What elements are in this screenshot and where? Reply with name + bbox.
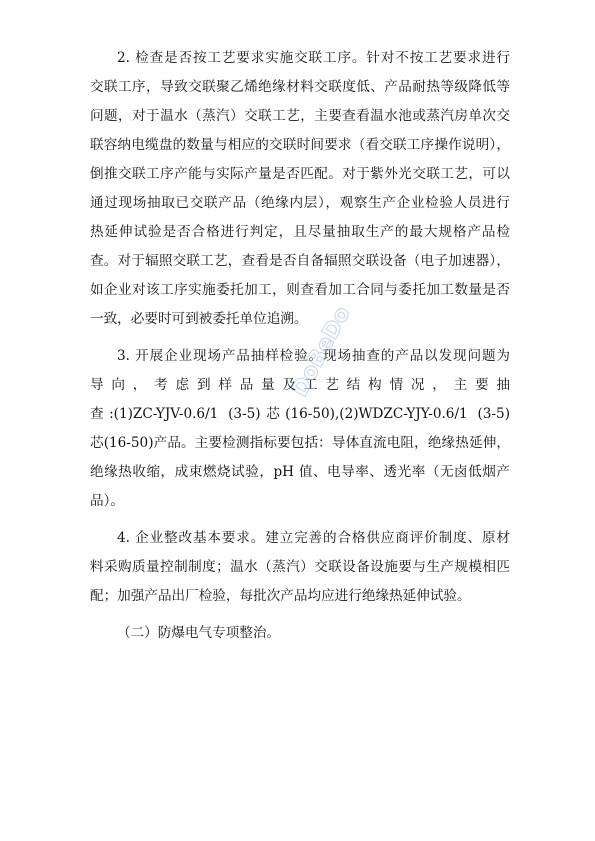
svg-text:DoBeDo: DoBeDo bbox=[287, 302, 356, 402]
paragraph-line: 芯(16-50)产品。主要检测指标要包括：导体直流电阻，绝缘热延伸， bbox=[90, 435, 510, 451]
paragraph-line: 3. 开展企业现场产品抽样检验。现场抽查的产品以发现问题为 bbox=[117, 348, 510, 364]
paragraph-line: 品）。 bbox=[90, 493, 124, 509]
paragraph-line: 如企业对该工序实施委托加工，则查看加工合同与委托加工数量是否 bbox=[90, 282, 510, 298]
section-heading: （二）防爆电气专项整治。 bbox=[117, 625, 281, 641]
paragraph-line: 通过现场抽取已交联产品（绝缘内层），观察生产企业检验人员进行 bbox=[90, 195, 510, 211]
paragraph-line: 交联工序，导致交联聚乙烯绝缘材料交联度低、产品耐热等级降低等 bbox=[90, 79, 510, 95]
paragraph-line: 联容纳电缆盘的数量与相应的交联时间要求（看交联工序操作说明）， bbox=[90, 137, 510, 153]
paragraph-line: 查:(1)ZC-YJV-0.6/1 (3-5)芯(16-50),(2)WDZC-YJY-0.6/1 (3-5) bbox=[90, 406, 510, 422]
paragraph-line: 2. 检查是否按工艺要求实施交联工序。针对不按工艺要求进行 bbox=[117, 50, 510, 66]
paragraph-line: 一致，必要时可到被委托单位追溯。 bbox=[90, 311, 308, 327]
paragraph-line: 查。对于辐照交联工艺，查看是否自备辐照交联设备（电子加速器）， bbox=[90, 253, 510, 269]
paragraph-line: 绝缘热收缩，成束燃烧试验，pH 值、电导率、透光率（无卤低烟产 bbox=[90, 464, 510, 480]
paragraph-line: 4. 企业整改基本要求。建立完善的合格供应商评价制度、原材 bbox=[117, 530, 510, 546]
paragraph-line: 倒推交联工序产能与实际产量是否匹配。对于紫外光交联工艺，可以 bbox=[90, 166, 510, 182]
paragraph-line: 热延伸试验是否合格进行判定，且尽量抽取生产的最大规格产品检 bbox=[90, 224, 510, 240]
paragraph-line: 配；加强产品出厂检验，每批次产品均应进行绝缘热延伸试验。 bbox=[90, 588, 471, 604]
paragraph-line: 导 向 ， 考 虑 到 样 品 量 及 工 艺 结 构 情 况 ， 主 要 抽 bbox=[90, 377, 510, 393]
paragraph-line: 料采购质量控制制度；温水（蒸汽）交联设备设施要与生产规模相匹 bbox=[90, 559, 510, 575]
paragraph-line: 问题，对于温水（蒸汽）交联工艺，主要查看温水池或蒸汽房单次交 bbox=[90, 108, 510, 124]
